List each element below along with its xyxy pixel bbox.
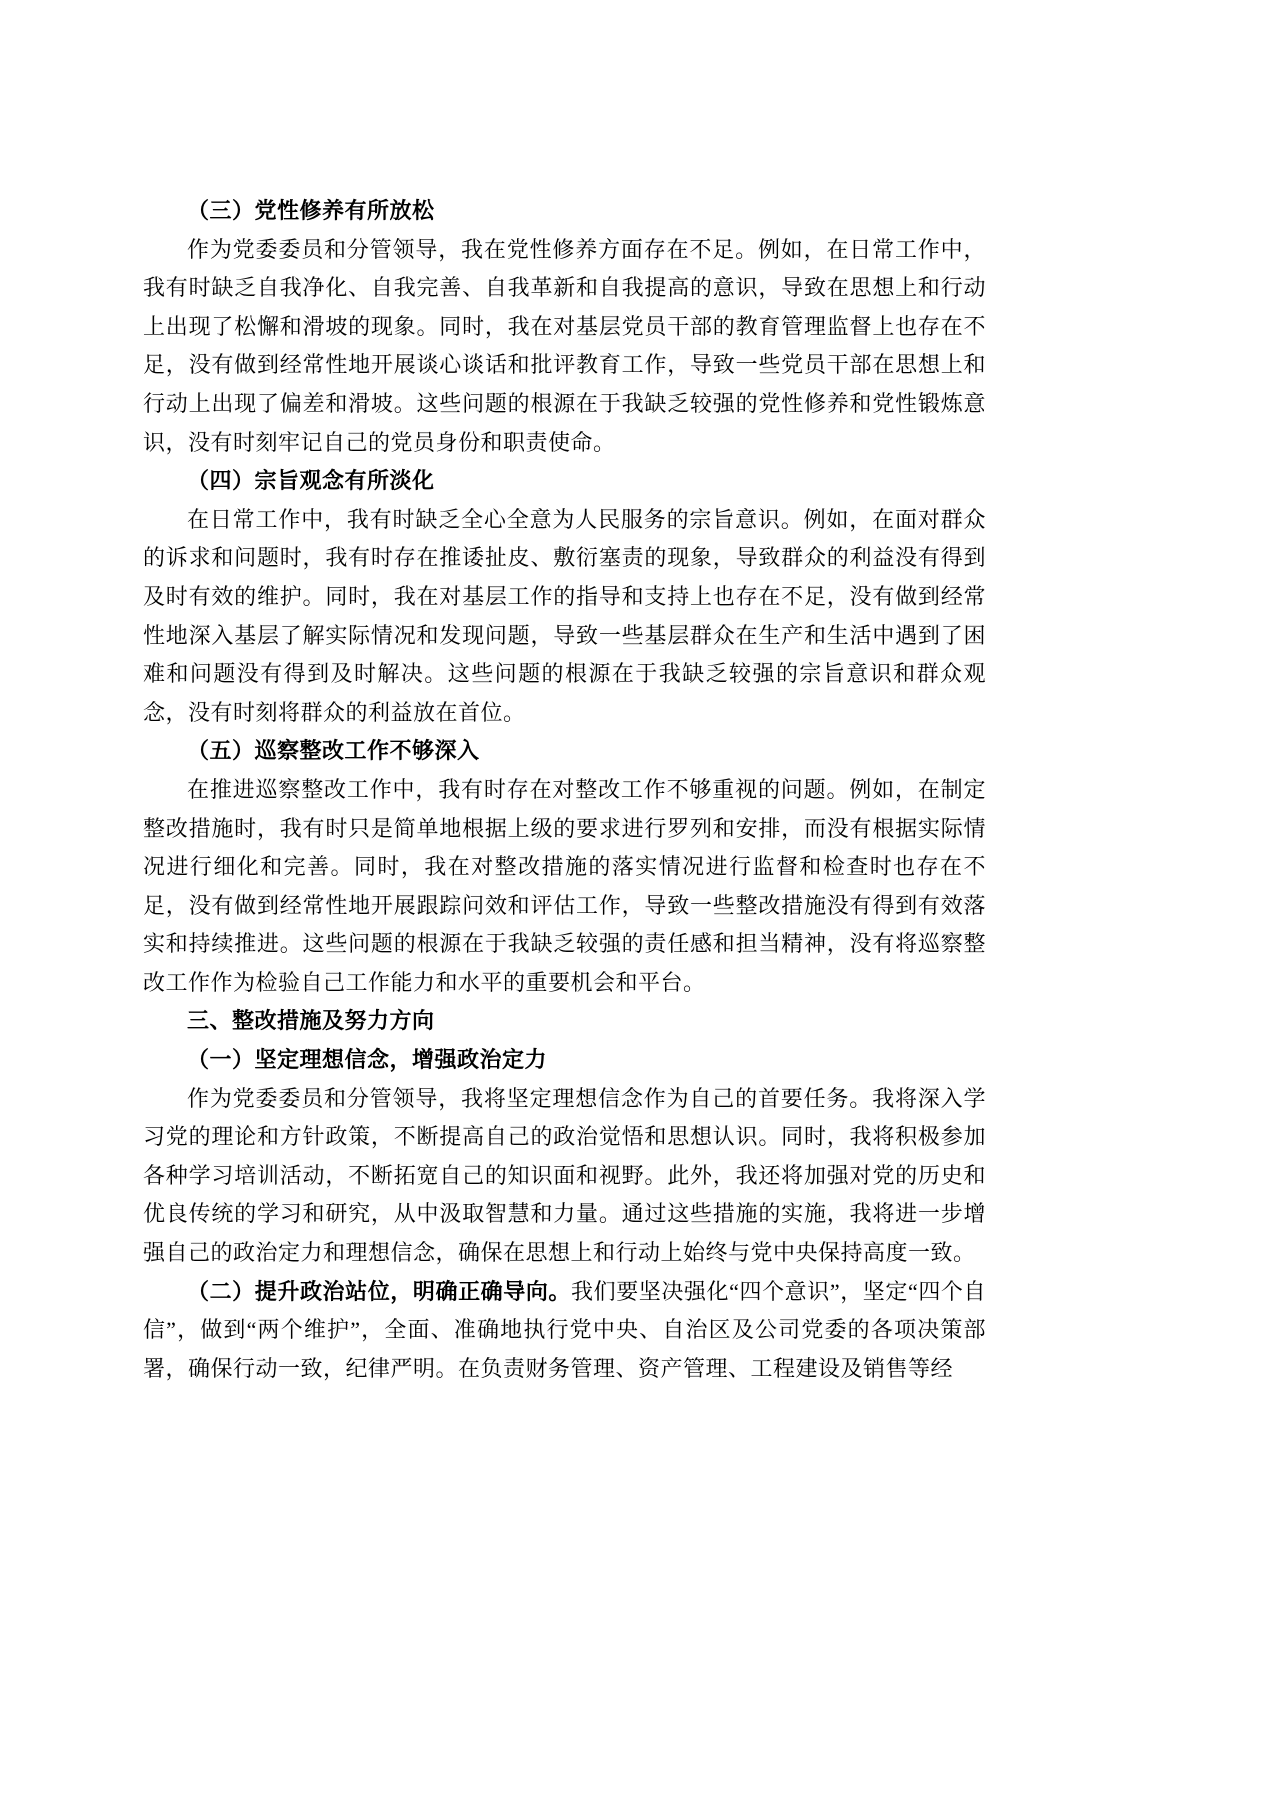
section-heading: （三）党性修养有所放松 — [187, 198, 435, 223]
section-heading: 三、整改措施及努力方向 — [187, 1008, 435, 1034]
section-heading: （一）坚定理想信念，增强政治定力 — [187, 1047, 548, 1073]
section-heading: （五）巡察整改工作不够深入 — [187, 738, 480, 764]
inline-heading: （二）提升政治站位，明确正确导向。 — [187, 1278, 572, 1304]
section-heading: （四）宗旨观念有所淡化 — [187, 468, 435, 494]
paragraph: 作为党委委员和分管领导，我在党性修养方面存在不足。例如，在日常工作中，我有时缺乏自我净化、自我完善、自我革新和自我提高的意识，导致在思想上和行动上出现了松懈和滑坡的现象。同时，我在对基层党员干部的教育管理监督上也存在不足，没有做到经常性地开展谈心谈话和批评教育工作，导致一些党员干部在思想上和行动上出现了偏差和滑坡。这些问题的根源在于我缺乏较强的党性修养和党性锻炼意识，没有时刻牢记自己的党员身份和职责使命。 — [143, 236, 986, 455]
paragraph-text: 我们要坚决强化“四个意识”，坚定“四个自信”，做到“两个维护”，全面、准确地执行党中央、自治区及公司党委的各项决策部署，确保行动一致，纪律严明。在负责财务管理、资产管理、工程建设及销售等经 — [143, 1278, 986, 1381]
paragraph — [143, 1273, 986, 1389]
paragraph: 在推进巡察整改工作中，我有时存在对整改工作不够重视的问题。例如，在制定整改措施时，我有时只是简单地根据上级的要求进行罗列和安排，而没有根据实际情况进行细化和完善。同时，我在对整改措施的落实情况进行监督和检查时也存在不足，没有做到经常性地开展跟踪问效和评估工作，导致一些整改措施没有得到有效落实和持续推进。这些问题的根源在于我缺乏较强的责任感和担当精神，没有将巡察整改工作作为检验自己工作能力和水平的重要机会和平台。 — [143, 776, 986, 995]
paragraph: 在日常工作中，我有时缺乏全心全意为人民服务的宗旨意识。例如，在面对群众的诉求和问题时，我有时存在推诿扯皮、敷衍塞责的现象，导致群众的利益没有得到及时有效的维护。同时，我在对基层工作的指导和支持上也存在不足，没有做到经常性地深入基层了解实际情况和发现问题，导致一些基层群众在生产和生活中遇到了困难和问题没有得到及时解决。这些问题的根源在于我缺乏较强的宗旨意识和群众观念，没有时刻将群众的利益放在首位。 — [143, 506, 986, 725]
document-body — [143, 192, 986, 1388]
paragraph: 作为党委委员和分管领导，我将坚定理想信念作为自己的首要任务。我将深入学习党的理论和方针政策，不断提高自己的政治觉悟和思想认识。同时，我将积极参加各种学习培训活动，不断拓宽自己的知识面和视野。此外，我还将加强对党的历史和优良传统的学习和研究，从中汲取智慧和力量。通过这些措施的实施，我将进一步增强自己的政治定力和理想信念，确保在思想上和行动上始终与党中央保持高度一致。 — [143, 1085, 986, 1266]
